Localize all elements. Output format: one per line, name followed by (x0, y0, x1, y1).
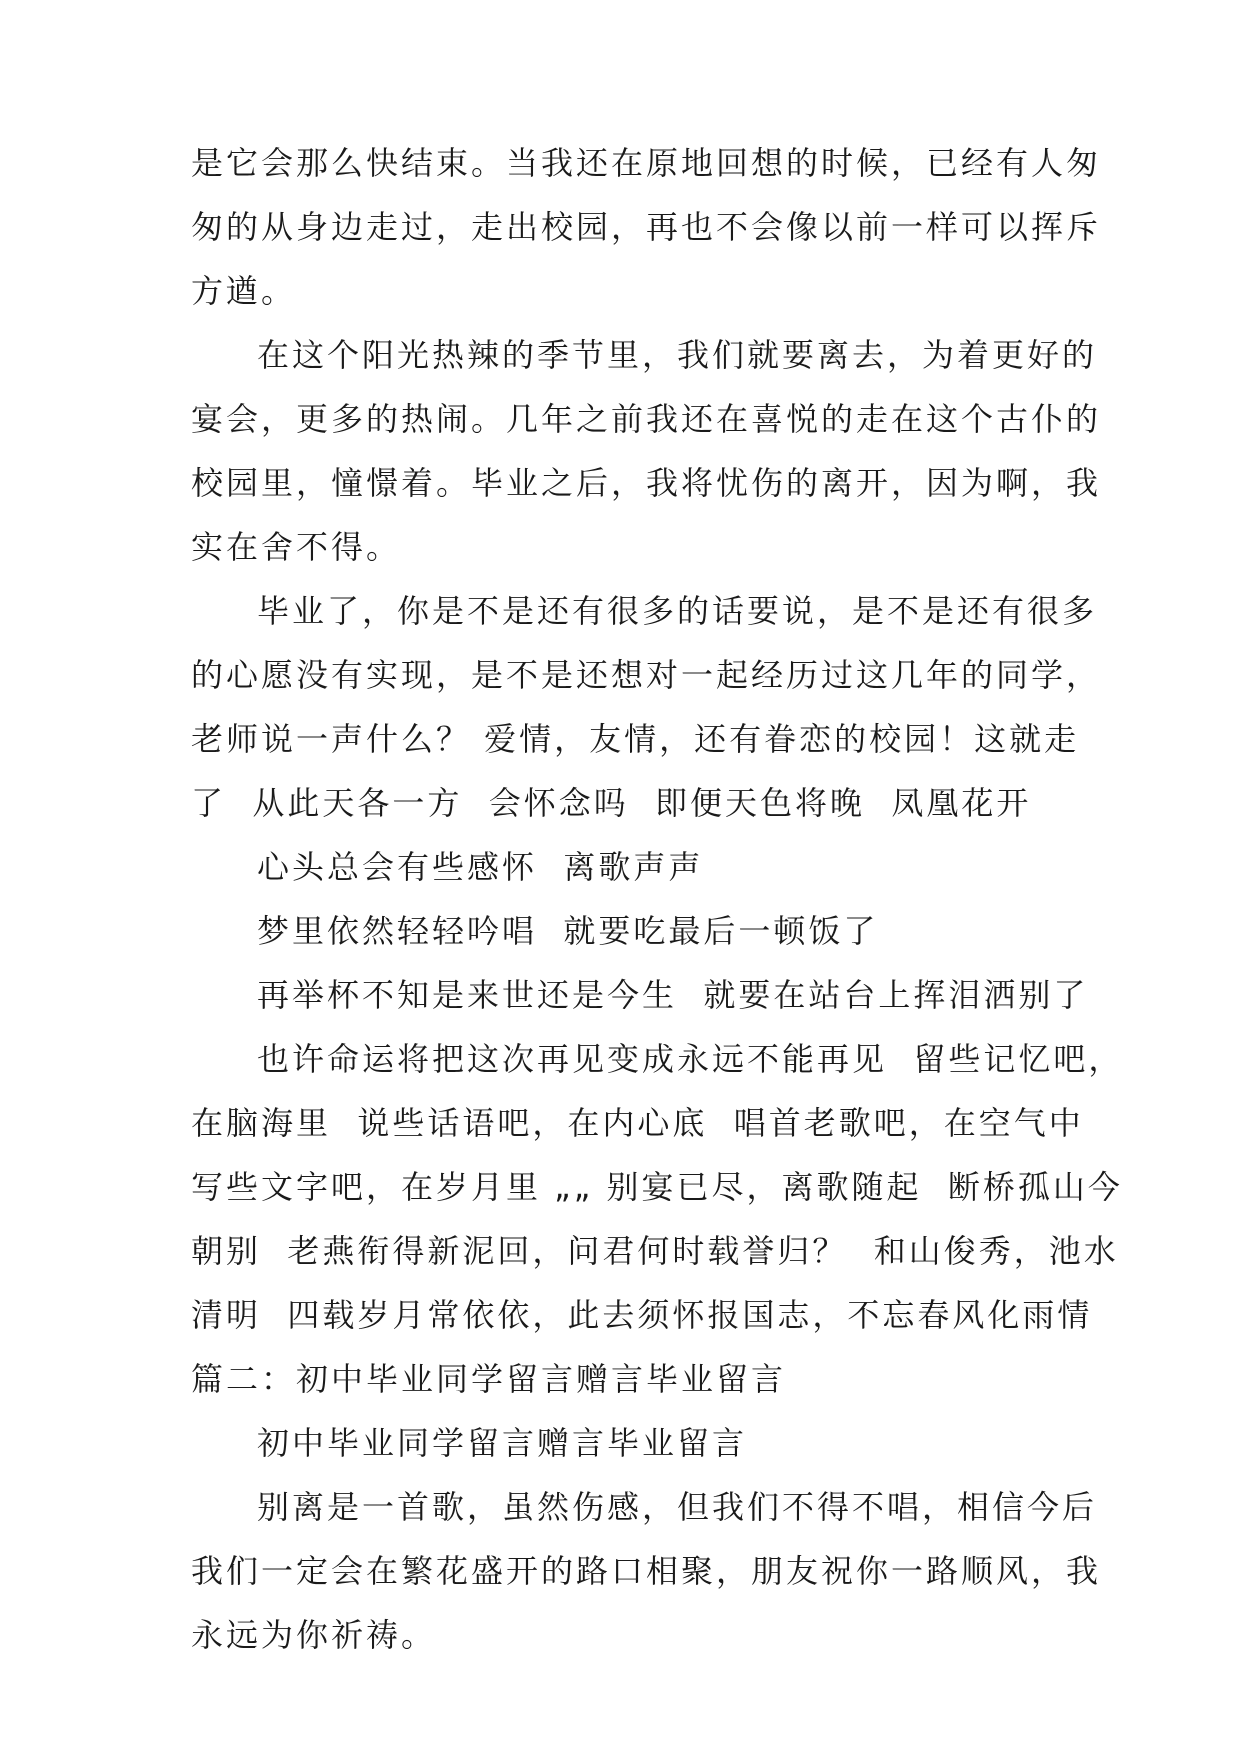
text-line: 毕业了，你是不是还有很多的话要说，是不是还有很多 (257, 592, 1098, 630)
text-line: 的心愿没有实现，是不是还想对一起经历过这几年的同学， (191, 656, 1102, 694)
text-line: 梦里依然轻轻吟唱 就要吃最后一顿饭了 (257, 912, 879, 950)
text-line: 清明 四载岁月常依依，此去须怀报国志，不忘春风化雨情 (191, 1296, 1093, 1334)
text-line: 实在舍不得。 (191, 528, 402, 566)
text-line: 了 从此天各一方 会怀念吗 即便天色将晚 凤凰花开 (191, 784, 1032, 822)
text-line: 永远为你祈祷。 (191, 1616, 437, 1654)
text-line: 在脑海里 说些话语吧，在内心底 唱首老歌吧，在空气中 (191, 1104, 1084, 1142)
text-line: 别离是一首歌，虽然伤感，但我们不得不唱，相信今后 (257, 1488, 1098, 1526)
text-line: 朝别 老燕衔得新泥回，问君何时载誉归？ 和山俊秀，池水 (191, 1232, 1119, 1270)
text-line: 再举杯不知是来世还是今生 就要在站台上挥泪洒别了 (257, 976, 1089, 1014)
text-line: 我们一定会在繁花盛开的路口相聚，朋友祝你一路顺风，我 (191, 1552, 1102, 1590)
text-line: 在这个阳光热辣的季节里，我们就要离去，为着更好的 (257, 336, 1098, 374)
text-line: 心头总会有些感怀 离歌声声 (257, 848, 704, 886)
text-line: 初中毕业同学留言赠言毕业留言 (257, 1424, 748, 1462)
text-line: 是它会那么快结束。当我还在原地回想的时候，已经有人匆 (191, 144, 1102, 182)
text-line: 方遒。 (191, 272, 297, 310)
text-line: 宴会，更多的热闹。几年之前我还在喜悦的走在这个古仆的 (191, 400, 1102, 438)
text-line: 篇二：初中毕业同学留言赠言毕业留言 (191, 1360, 787, 1398)
text-line: 写些文字吧，在岁月里 „„ 别宴已尽，离歌随起 断桥孤山今 (191, 1168, 1123, 1206)
text-line: 匆的从身边走过，走出校园，再也不会像以前一样可以挥斥 (191, 208, 1102, 246)
text-line: 老师说一声什么？ 爱情，友情，还有眷恋的校园！这就走 (191, 720, 1080, 758)
document-body (191, 131, 1124, 1667)
text-line: 也许命运将把这次再见变成永远不能再见 留些记忆吧， (257, 1040, 1124, 1078)
text-line: 校园里，憧憬着。毕业之后，我将忧伤的离开，因为啊，我 (191, 464, 1102, 502)
